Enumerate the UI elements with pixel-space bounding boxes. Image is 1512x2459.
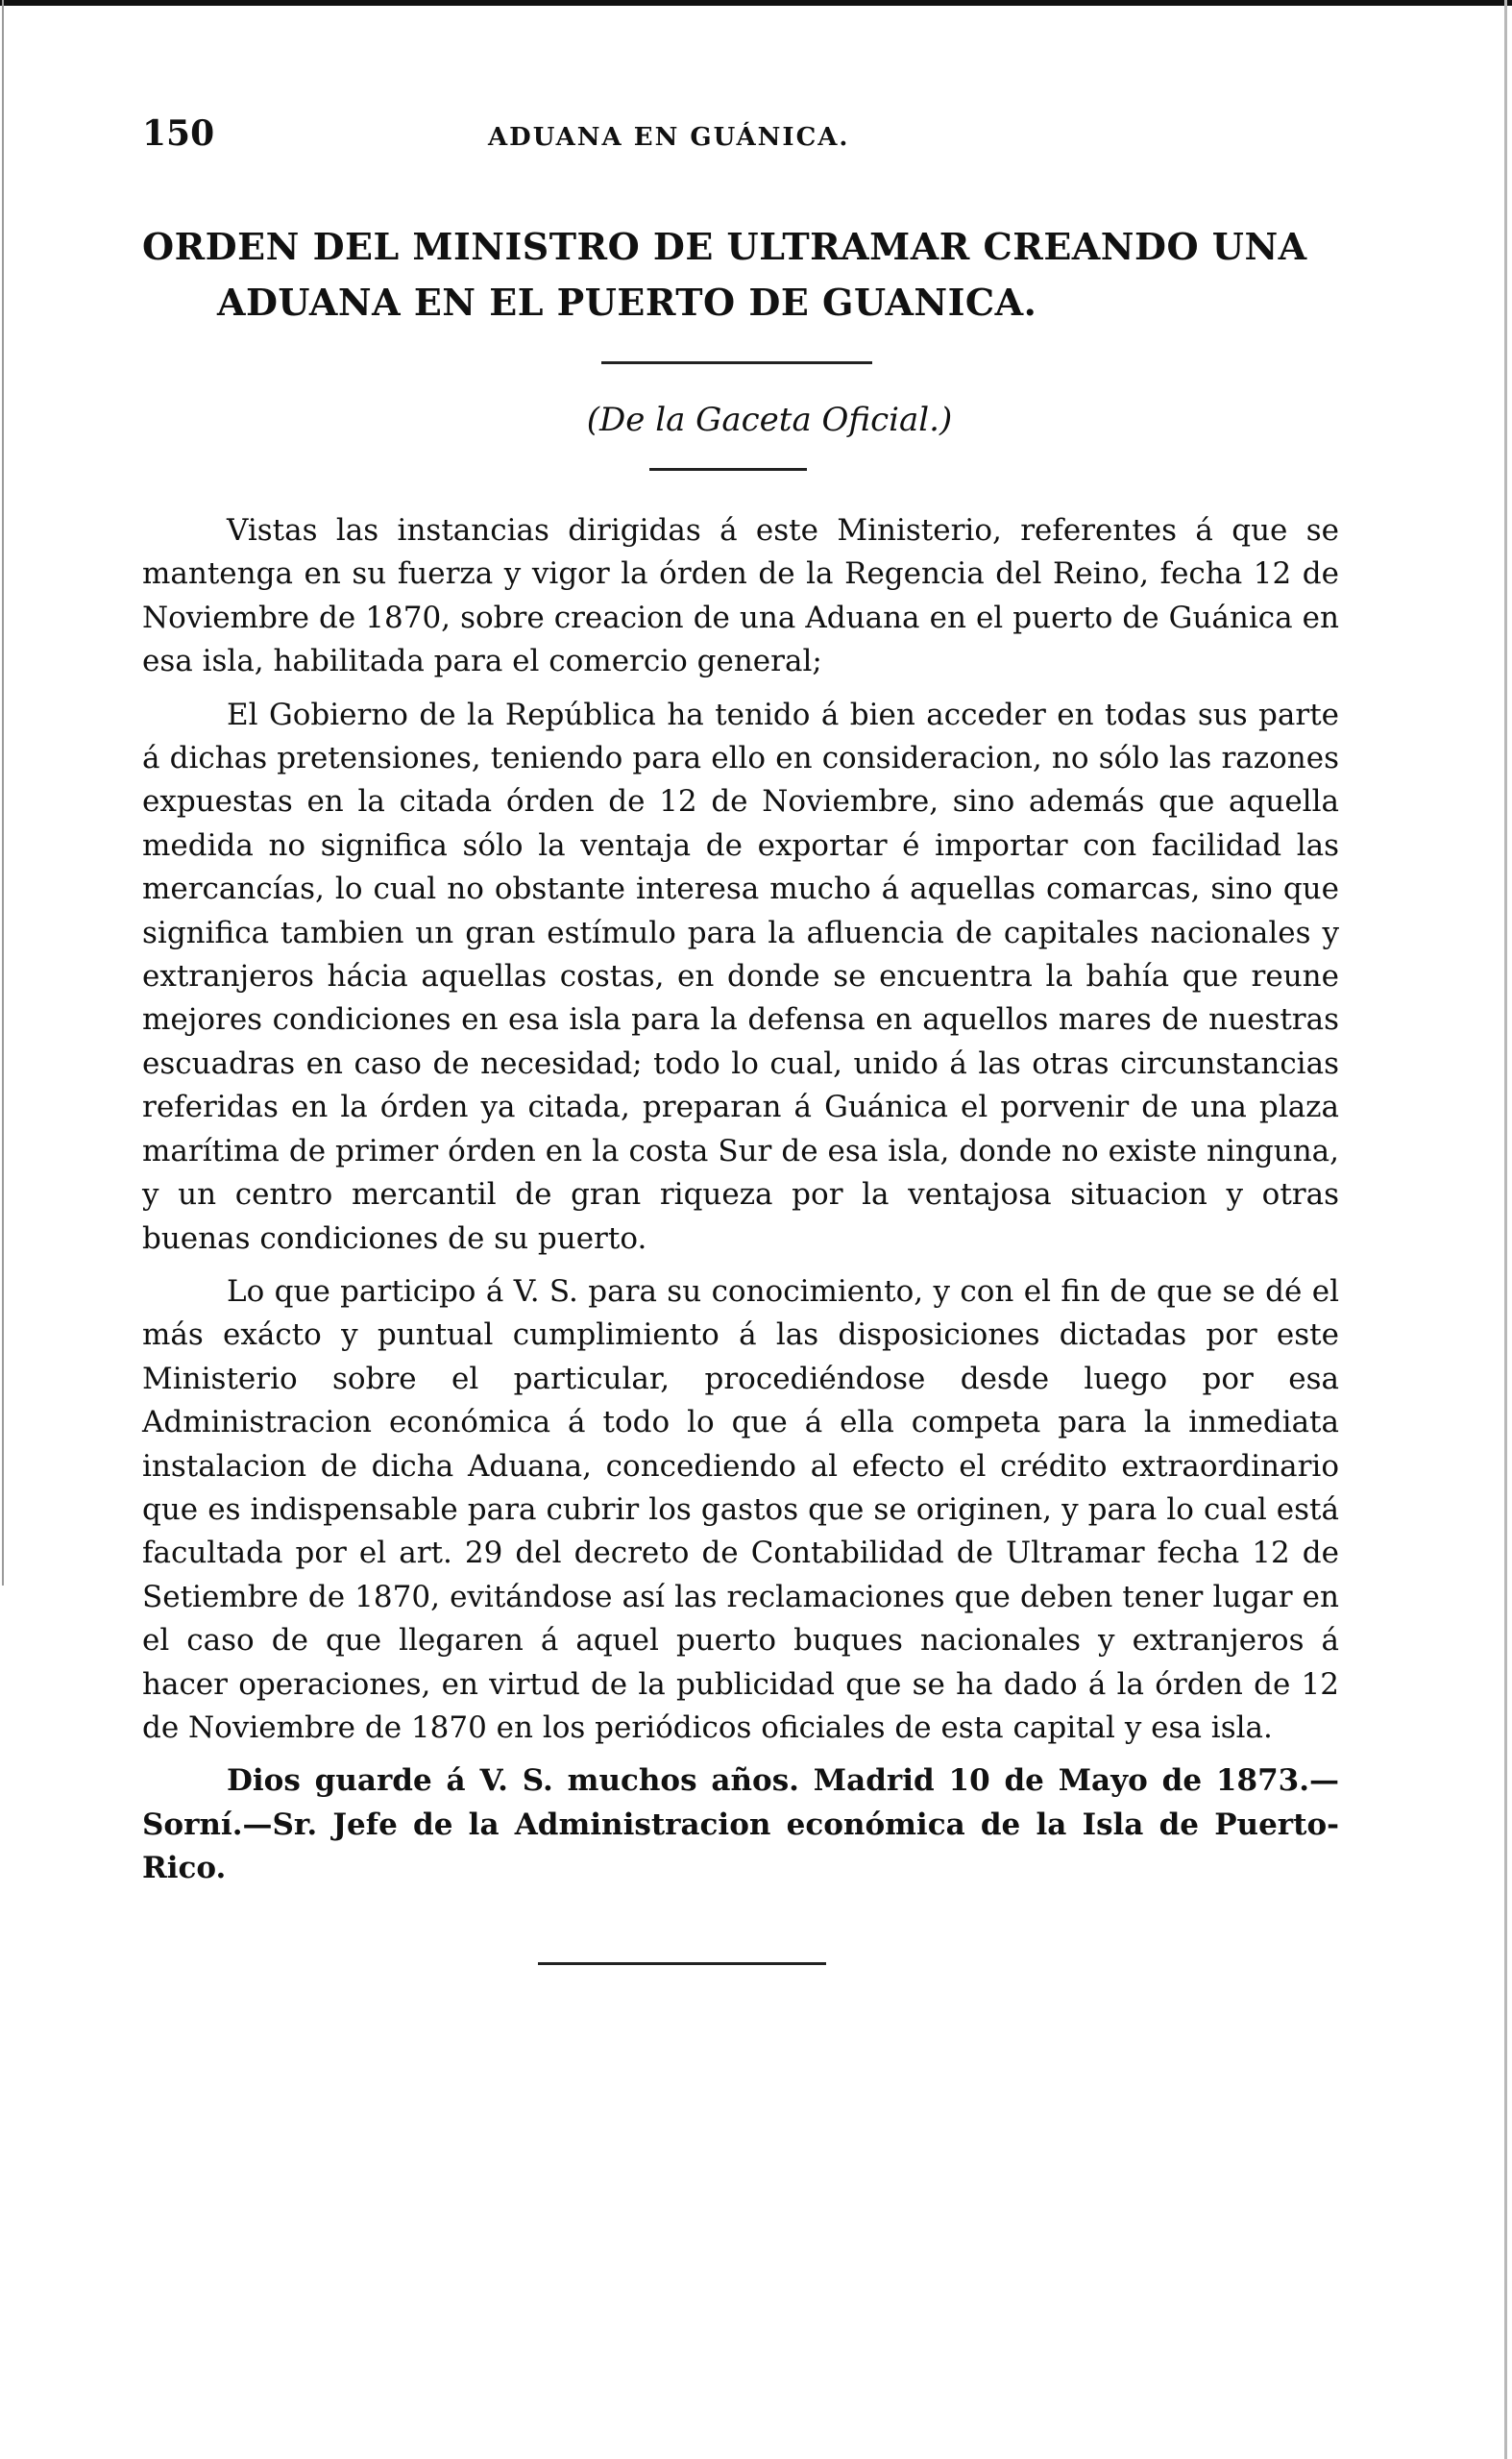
paragraph-2: El Gobierno de la República ha tenido á bien acceder en todas sus parte á dichas pretensiones, teniendo para ello en consideracion, no sólo las razones expuestas en la citada órden de 12 de Noviembre, sino además que aquella medida no significa sólo la ventaja de exportar é importar con facilidad las mercancías, lo cual no obstante interesa mucho á aquellas comarcas, sino que significa tambien un gran estímulo para la afluencia de capitales nacionales y extranjeros hácia aquellas costas, en donde se encuentra la bahía que reune mejores condiciones en esa isla para la defensa en aquellos mares de nuestras escuadras en caso de necesidad; todo lo cual, unido á las otras circunstancias referidas en la órden ya citada, preparan á Guánica el porvenir de una plaza marítima de primer órden en la costa Sur de esa isla, donde no existe ninguna, y un centro mercantil de gran riqueza por la ventajosa situacion y otras buenas condiciones de su puerto. xyxy=(142,697,1339,1256)
running-head xyxy=(142,113,1339,171)
running-title: ADUANA EN GUÁNICA. xyxy=(488,123,850,152)
book-page xyxy=(142,113,1339,1965)
body-text xyxy=(142,509,1339,1891)
source-citation: (De la Gaceta Oficial.) xyxy=(586,401,953,439)
scan-left-edge xyxy=(2,0,4,1586)
paragraph-closing: Dios guarde á V. S. muchos años. Madrid 10 de Mayo de 1873.—Sorní.—Sr. Jefe de la Administracion económica de la Isla de Puerto-Rico. xyxy=(142,1763,1339,1886)
paragraph-1: Vistas las instancias dirigidas á este Ministerio, referentes á que se mantenga en su fuerza y vigor la órden de la Regencia del Reino, fecha 12 de Noviembre de 1870, sobre creacion de una Aduana en el puerto de Guánica en esa isla, habilitada para el comercio general; xyxy=(142,513,1339,679)
title-divider xyxy=(601,361,872,364)
document-title xyxy=(142,219,1339,331)
paragraph-3: Lo que participo á V. S. para su conocimiento, y con el fin de que se dé el más exácto y puntual cumplimiento á las disposiciones dictadas por este Ministerio sobre el particular, procediéndose desde luego por esa Administracion económica á todo lo que á ella competa para la inmediata instalacion de dicha Aduana, concediendo al efecto el crédito extraordinario que es indispensable para cubrir los gastos que se originen, y para lo cual está facultada por el art. 29 del decreto de Contabilidad de Ultramar fecha 12 de Setiembre de 1870, evitándose así las reclamaciones que deben tener lugar en el caso de que llegaren á aquel puerto buques nacionales y extranjeros á hacer operaciones, en virtud de la publicidad que se ha dado á la órden de 12 de Noviembre de 1870 en los periódicos oficiales de esta capital y esa isla. xyxy=(142,1273,1339,1745)
title-line-2: ADUANA EN EL PUERTO DE GUANICA. xyxy=(217,281,1037,324)
page-number: 150 xyxy=(142,113,215,154)
scan-top-border xyxy=(0,0,1512,6)
title-line-1: ORDEN DEL MINISTRO DE ULTRAMAR CREANDO UNA xyxy=(142,225,1307,268)
end-divider xyxy=(538,1962,826,1965)
source-divider xyxy=(649,468,807,471)
scan-right-edge xyxy=(1504,0,1507,2459)
